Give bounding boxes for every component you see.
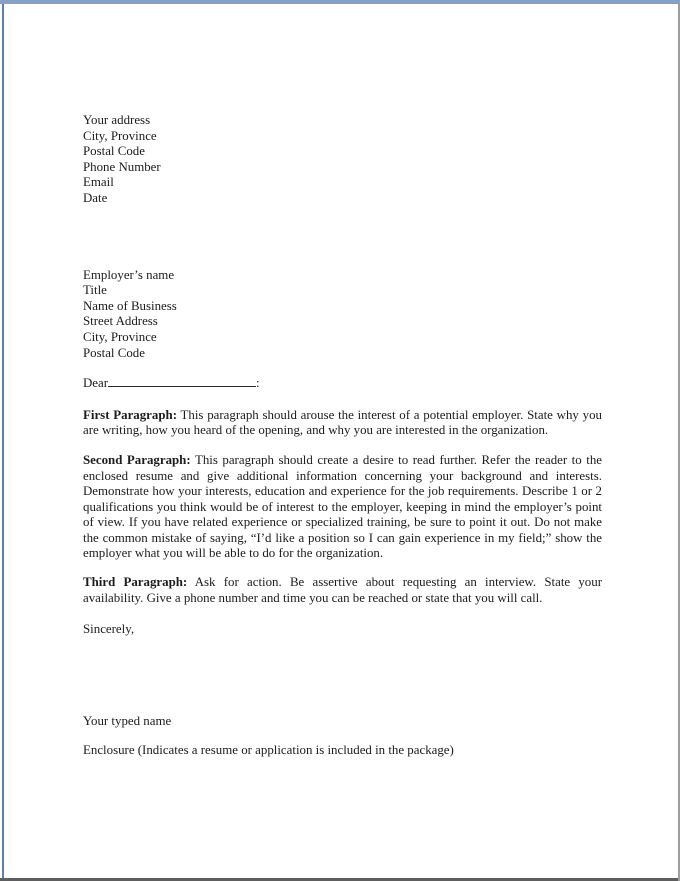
- sender-line: Phone Number: [83, 159, 161, 174]
- recipient-line: Employer’s name: [83, 267, 175, 282]
- salutation-suffix: :: [256, 376, 260, 391]
- sender-address-block: [83, 113, 602, 207]
- salutation-blank-line: [108, 374, 256, 387]
- second-paragraph-label: Second Paragraph:: [83, 452, 191, 467]
- recipient-line: Name of Business: [83, 298, 177, 313]
- third-paragraph-label: Third Paragraph:: [83, 575, 188, 590]
- first-paragraph: [83, 408, 602, 439]
- recipient-line: Postal Code: [83, 345, 145, 360]
- sender-line: City, Province: [83, 128, 157, 143]
- page-frame-left: [2, 4, 4, 878]
- signature-name-line: Your typed name: [83, 713, 172, 728]
- third-paragraph: [83, 575, 602, 606]
- second-paragraph-text: This paragraph should create a desire to read further. Refer the reader to the enclosed resume and give additional information concerning your background and interests. Demonstrate how your interests, education and experience for the job requirements. Describe 1 or 2 qualifications you think would be of interest to the employer, keeping in mind the employer’s point of view. If you have related experience or specialized training, be sure to point it out. Do not make the common mistake of saying, “I’d like a position so I can gain experience in my field;” show the employer what you will be able to do for the organization.: [83, 452, 602, 561]
- enclosure-line: Enclosure (Indicates a resume or application is included in the package): [83, 743, 454, 758]
- sender-line: Postal Code: [83, 144, 145, 159]
- salutation-line: [83, 374, 602, 392]
- second-paragraph: [83, 453, 602, 562]
- closing-line: Sincerely,: [83, 622, 135, 637]
- recipient-line: Street Address: [83, 314, 158, 329]
- sender-line: Date: [83, 190, 108, 205]
- sender-line: Email: [83, 175, 114, 190]
- recipient-line: City, Province: [83, 329, 157, 344]
- sender-line: Your address: [83, 113, 151, 127]
- recipient-line: Title: [83, 283, 107, 298]
- letter-content: [83, 0, 602, 759]
- recipient-address-block: [83, 268, 602, 362]
- first-paragraph-text: This paragraph should arouse the interest of a potential employer. State why you are writing, how you heard of the opening, and why you are interested in the organization.: [83, 407, 602, 438]
- salutation-prefix: Dear: [83, 376, 109, 391]
- third-paragraph-text: Ask for action. Be assertive about requesting an interview. State your availability. Give a phone number and time you can be reached or state that you will call.: [83, 575, 602, 605]
- first-paragraph-label: First Paragraph:: [83, 407, 177, 422]
